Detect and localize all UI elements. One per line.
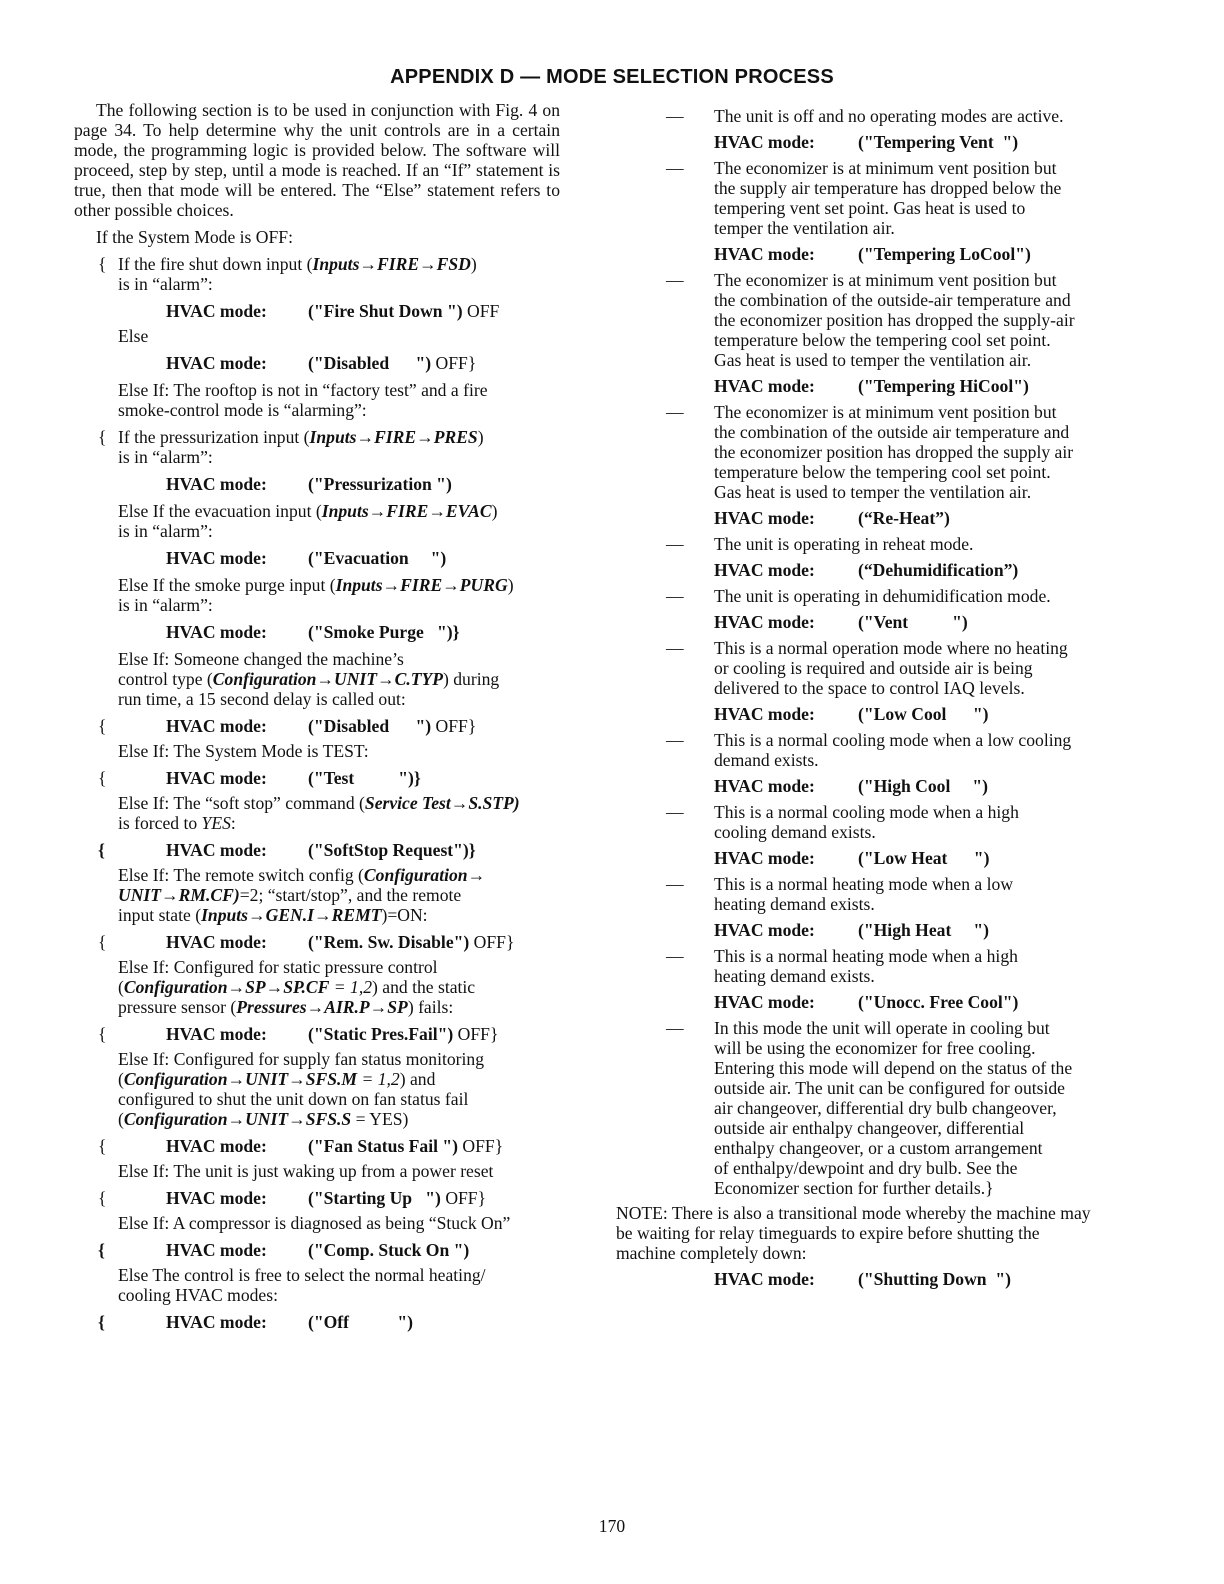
mode-description: — The economizer is at minimum vent position but the combination of the outside-air temperature and the economizer position has dropped the supply-air temperature below the tempering cool set point. Gas heat is used to temper the ventilation air. [666, 270, 1075, 370]
hvac-mode-pressurization: HVAC mode: ("Pressurization ") [166, 474, 452, 494]
mode-description: — This is a normal heating mode when a high heating demand exists. [666, 946, 1018, 986]
elseif-test: Else If: The System Mode is TEST: [118, 741, 369, 761]
em-dash: — [666, 802, 684, 822]
mode-description: — The unit is off and no operating modes are active. [666, 106, 1064, 126]
hvac-mode-line: HVAC mode: (“Dehumidification”) [714, 560, 1019, 580]
elseif-comp-stuck: Else If: A compressor is diagnosed as being “Stuck On” [118, 1213, 511, 1233]
hvac-mode-shutting-down: HVAC mode: ("Shutting Down ") [714, 1269, 1011, 1289]
hvac-mode-line: HVAC mode: ("Unocc. Free Cool") [714, 992, 1019, 1012]
hvac-mode-line: HVAC mode: ("Tempering HiCool") [714, 376, 1029, 396]
hvac-mode-disabled-2: { HVAC mode: ("Disabled ") OFF} [98, 716, 477, 736]
elseif-control-type: Else If: Someone changed the machine’s control type (Configuration→UNIT→C.TYP) during run time, a 15 second delay is called out: [118, 649, 500, 709]
mode-description: — The unit is operating in dehumidification mode. [666, 586, 1051, 606]
mode-description: — This is a normal cooling mode when a low cooling demand exists. [666, 730, 1072, 770]
em-dash: — [666, 730, 684, 750]
elseif-fan-status: Else If: Configured for supply fan status monitoring (Configuration→UNIT→SFS.M = 1,2) and configured to shut the unit down on fan status fail (Configuration→UNIT→SFS.S = YES) [118, 1049, 484, 1129]
hvac-mode-starting-up: { HVAC mode: ("Starting Up ") OFF} [98, 1188, 487, 1208]
else-line: Else [118, 326, 149, 346]
elseif-rooftop: Else If: The rooftop is not in “factory test” and a fire smoke-control mode is “alarming”: [118, 380, 488, 420]
em-dash: — [666, 1018, 684, 1038]
em-dash: — [666, 586, 684, 606]
note-paragraph: NOTE: There is also a transitional mode whereby the machine may be waiting for relay timeguards to expire before shutting the machine completely down: [616, 1203, 1091, 1263]
left-column [74, 100, 560, 1332]
mode-description: — The economizer is at minimum vent position but the supply air temperature has dropped below the tempering vent set point. Gas heat is used to temper the ventilation air. [666, 158, 1062, 238]
em-dash: — [666, 158, 684, 178]
hvac-mode-line: HVAC mode: ("High Heat ") [714, 920, 989, 940]
right-column [616, 100, 1098, 1289]
mode-description: — This is a normal heating mode when a low heating demand exists. [666, 874, 1014, 914]
em-dash: — [666, 946, 684, 966]
hvac-mode-fan-status-fail: { HVAC mode: ("Fan Status Fail ") OFF} [98, 1136, 504, 1156]
elseif-evacuation: Else If the evacuation input (Inputs→FIRE→EVAC) is in “alarm”: [118, 501, 498, 541]
elseif-power-reset: Else If: The unit is just waking up from a power reset [118, 1161, 494, 1181]
hvac-mode-line: HVAC mode: ("Low Cool ") [714, 704, 989, 724]
hvac-mode-evacuation: HVAC mode: ("Evacuation ") [166, 548, 447, 568]
em-dash: — [666, 270, 684, 290]
elseif-static-pressure: Else If: Configured for static pressure control (Configuration→SP→SP.CF = 1,2) and the static pressure sensor (Pressures→AIR.P→SP) fails: [118, 957, 476, 1017]
hvac-mode-softstop: { HVAC mode: ("SoftStop Request")} [98, 840, 476, 860]
hvac-mode-line: HVAC mode: ("Tempering Vent ") [714, 132, 1019, 152]
hvac-mode-line: HVAC mode: ("Tempering LoCool") [714, 244, 1031, 264]
else-free-select: Else The control is free to select the normal heating/ cooling HVAC modes: [118, 1265, 486, 1305]
hvac-mode-line: HVAC mode: ("Vent ") [714, 612, 968, 632]
hvac-mode-smoke-purge: HVAC mode: ("Smoke Purge ")} [166, 622, 460, 642]
mode-description: — The unit is operating in reheat mode. [666, 534, 974, 554]
hvac-mode-line: HVAC mode: ("Low Heat ") [714, 848, 990, 868]
mode-description: — This is a normal cooling mode when a high cooling demand exists. [666, 802, 1019, 842]
page-number: 170 [598, 1516, 626, 1536]
hvac-mode-test: { HVAC mode: ("Test ")} [98, 768, 421, 788]
hvac-mode-comp-stuck-on: { HVAC mode: ("Comp. Stuck On ") [98, 1240, 470, 1260]
hvac-mode-fire-shutdown: HVAC mode: ("Fire Shut Down ") OFF [166, 301, 500, 321]
mode-description: — This is a normal operation mode where no heating or cooling is required and outside air is being delivered to the space to control IAQ levels. [666, 638, 1068, 698]
elseif-remote-switch: Else If: The remote switch config (Configuration→ UNIT→RM.CF)=2; “start/stop”, and the remote input state (Inputs→GEN.I→REMT)=ON: [118, 865, 486, 925]
page-title: APPENDIX D — MODE SELECTION PROCESS [390, 66, 834, 88]
mode-description: — The economizer is at minimum vent position but the combination of the outside air temperature and the economizer position has dropped the supply air temperature below the tempering cool set point. Gas heat is used to temper the ventilation air. [666, 402, 1074, 502]
em-dash: — [666, 638, 684, 658]
hvac-mode-rem-sw-disable: { HVAC mode: ("Rem. Sw. Disable") OFF} [98, 932, 515, 952]
system-off-line: If the System Mode is OFF: [96, 227, 293, 247]
em-dash: — [666, 874, 684, 894]
if-fire-shutdown: { If the fire shut down input (Inputs→FIRE→FSD) is in “alarm”: [98, 254, 477, 294]
mode-description-list [616, 106, 1098, 1198]
elseif-smoke-purge: Else If the smoke purge input (Inputs→FIRE→PURG) is in “alarm”: [118, 575, 514, 615]
elseif-soft-stop: Else If: The “soft stop” command (Service Test→S.STP) is forced to YES: [118, 793, 520, 833]
mode-description: — In this mode the unit will operate in cooling but will be using the economizer for free cooling. Entering this mode will depend on the status of the outside air. The unit can be configured for outside air changeover, differential dry bulb changeover, outside air enthalpy changeover, differential enthalpy changeover, or a custom arrangement of enthalpy/dewpoint and dry bulb. See the Economizer section for further details.} [666, 1018, 1073, 1198]
hvac-mode-static-pres-fail: { HVAC mode: ("Static Pres.Fail") OFF} [98, 1024, 499, 1044]
hvac-mode-line: HVAC mode: ("High Cool ") [714, 776, 988, 796]
intro-paragraph: The following section is to be used in conjunction with Fig. 4 on page 34. To help determine why the unit controls are in a certain mode, the programming logic is provided below. The software will proceed, step by step, until a mode is reached. If an “If” statement is true, then that mode will be entered. The “Else” statement refers to other possible choices. [74, 100, 560, 220]
hvac-mode-disabled: HVAC mode: ("Disabled ") OFF} [166, 353, 477, 373]
em-dash: — [666, 402, 684, 422]
hvac-mode-line: HVAC mode: (“Re-Heat”) [714, 508, 950, 528]
em-dash: — [666, 534, 684, 554]
hvac-mode-off: { HVAC mode: ("Off ") [98, 1312, 414, 1332]
if-pressurization: { If the pressurization input (Inputs→FIRE→PRES) is in “alarm”: [98, 427, 484, 467]
brace: { [98, 254, 107, 274]
em-dash: — [666, 106, 684, 126]
